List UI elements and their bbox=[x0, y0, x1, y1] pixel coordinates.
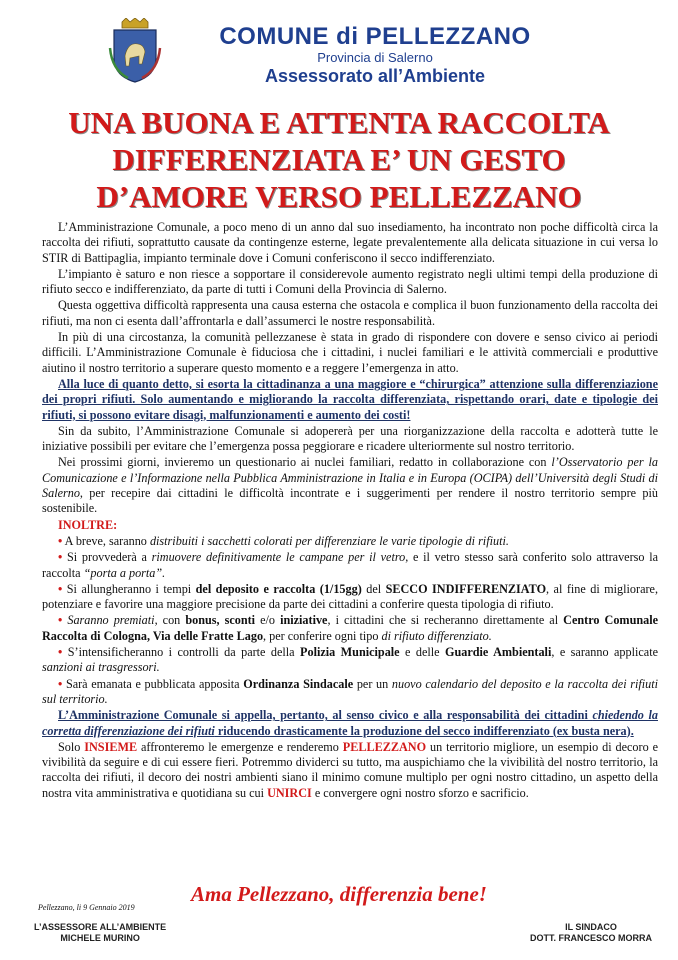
mayor-role: IL SINDACO bbox=[565, 922, 617, 932]
assessor-role: L’ASSESSORE ALL’AMBIENTE bbox=[34, 922, 167, 932]
headline-line-1: UNA BUONA E ATTENTA RACCOLTA bbox=[68, 105, 610, 140]
office-label: Assessorato all’Ambiente bbox=[264, 66, 486, 86]
closing-paragraph: Solo INSIEME affronteremo le emergenze e renderemo PELLEZZANO un territorio migliore, un esempio di decoro e vivibilità da seguire e di cui essere fieri. Potremmo dividerci su tutto, ma auspichiamo che la vivibilità del nostro territorio, la raccolta dei rifiuti, il decoro dei nostri ambienti siano il minimo comune multiplo per ogni nostro cittadino, un aspetto della nostra vita amministrativa e quotidiana su cui UNIRCI e convergere ogni nostro sforzo e sacrificio. bbox=[42, 739, 658, 800]
slogan: Ama Pellezzano, differenzia bene! bbox=[191, 882, 487, 906]
assessor-name: MICHELE MURINO bbox=[60, 933, 140, 943]
notice-body bbox=[42, 220, 658, 802]
exhortation-paragraph: Alla luce di quanto detto, si esorta la cittadinanza a una maggiore e “chirurgica” attenzione sulla differenziazione dei propri rifiuti. Solo aumentando e migliorando la raccolta differenziata, rispettando orari, date e tipologie dei rifiuti, si possono evitare disagi, malfunzionamenti e aumento dei costi! bbox=[42, 376, 658, 422]
province-label: Provincia di Salerno bbox=[317, 50, 433, 65]
paragraph: Nei prossimi giorni, invieremo un questionario ai nuclei familiari, redatto in collaborazione con l’Osservatorio per la Comunicazione e l’Informazione nella Pubblica Amministrazione in Italia e in Europa (OCIPA) dell’Università degli Studi di Salerno, per recepire dai cittadini le difficoltà incontrate e i suggerimenti per rendere il nostro territorio sempre più sostenibile. bbox=[42, 455, 658, 516]
appeal-paragraph: L’Amministrazione Comunale si appella, pertanto, al senso civico e alla responsabilità dei cittadini chiedendo la corretta differenziazione dei rifiuti riducendo drasticamente la produzione del secco indifferenziato (ex busta nera). bbox=[42, 708, 658, 738]
inoltre-heading: INOLTRE: bbox=[58, 517, 118, 532]
paragraph: L’impianto è saturo e non riesce a sopportare il considerevole aumento registrato negli ultimi tempi della produzione di rifiuto secco e indifferenziato, da parte di tutti i Comuni della Provincia di Salerno. bbox=[42, 266, 658, 297]
place-date: Pellezzano, li 9 Gennaio 2019 bbox=[38, 903, 135, 912]
headline bbox=[0, 104, 678, 215]
headline-line-3: D’AMORE VERSO PELLEZZANO bbox=[96, 179, 582, 214]
header bbox=[160, 24, 590, 87]
list-item: • Sarà emanata e pubblicata apposita Ordinanza Sindacale per un nuovo calendario del deposito e la raccolta dei rifiuti sul territorio. bbox=[42, 676, 659, 706]
list-item: • A breve, saranno distribuiti i sacchetti colorati per differenziare le varie tipologie di rifiuti. bbox=[58, 533, 509, 548]
paragraph: Questa oggettiva difficoltà rappresenta una causa esterna che ostacola e complica il buon funzionamento della raccolta dei rifiuti, ma non ci esenta dall’affrontarla e dall’assumerci le nostre responsabilità. bbox=[42, 298, 658, 328]
mayor-signature bbox=[530, 922, 652, 944]
municipality-title: COMUNE di PELLEZZANO bbox=[219, 23, 531, 50]
paragraph: L’Amministrazione Comunale, a poco meno di un anno dal suo insediamento, ha incontrato non poche difficoltà circa la raccolta dei rifiuti, soprattutto causate da contingenze esterne, legate prevalentemente alla delicata situazione in cui versa lo STIR di Battipaglia, impianto terminale dove i Comuni conferiscono il secco indifferenziato. bbox=[42, 220, 658, 265]
paragraph: Sin da subito, l’Amministrazione Comunale si adopererà per una riorganizzazione della raccolta e adotterà tutte le iniziative possibili per evitare che l’emergenza possa peggiorare e ricadere ulteriormente sul nostro territorio. bbox=[42, 423, 658, 454]
headline-line-2: DIFFERENZIATA E’ UN GESTO bbox=[112, 142, 566, 177]
municipal-crest-icon bbox=[108, 18, 162, 84]
paragraph: In più di una circostanza, la comunità pellezzanese è stata in grado di rispondere con dovere e senso civico ai periodi difficili. L’Amministrazione Comunale è fiduciosa che i cittadini, i nuclei familiari e le attività commerciali e produttive aiutino il nostro territorio a superare questo momento e a reggere l’emergenza in atto. bbox=[42, 330, 658, 375]
mayor-name: DOTT. FRANCESCO MORRA bbox=[530, 933, 652, 943]
assessor-signature bbox=[34, 922, 166, 944]
list-item: • Saranno premiati, con bonus, sconti e/o iniziative, i cittadini che si recheranno direttamente al Centro Comunale Raccolta di Cologna, Via delle Fratte Lago, per conferire ogni tipo di rifiuto differenziato. bbox=[42, 613, 659, 643]
list-item: • S’intensificheranno i controlli da parte della Polizia Municipale e delle Guardie Ambientali, e saranno applicate sanzioni ai trasgressori. bbox=[42, 645, 659, 675]
list-item: • Si allungheranno i tempi del deposito e raccolta (1/15gg) del SECCO INDIFFERENZIATO, al fine di migliorare, potenziare e favorire una maggiore precisione da parte dei cittadini a conferire questa tipologia di rifiuto. bbox=[42, 581, 658, 612]
list-item: • Si provvederà a rimuovere definitivamente le campane per il vetro, e il vetro stesso sarà conferito solo attraverso la raccolta “porta a porta”. bbox=[42, 550, 659, 580]
